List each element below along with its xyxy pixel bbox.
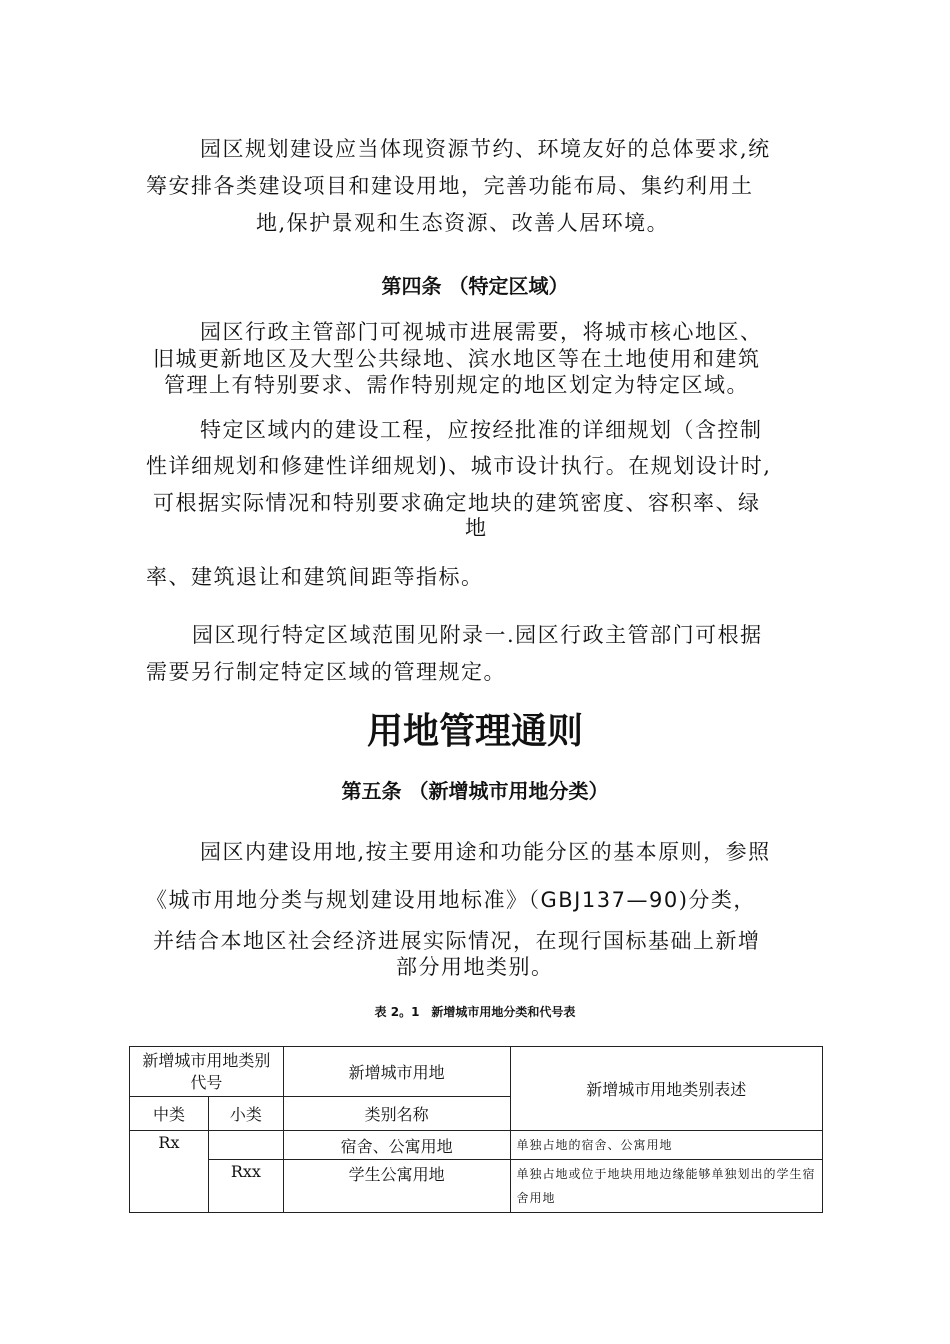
article4-p2-line-2: 性详细规划和修建性详细规划)、城市设计执行。在规划设计时, [146, 454, 772, 478]
section-title: 用地管理通则 [366, 711, 583, 752]
article5-p1-line-1: 园区内建设用地,按主要用途和功能分区的基本原则，参照 [200, 840, 771, 864]
land-use-table [129, 1046, 823, 1213]
article4-p3-line-1: 园区现行特定区域范围见附录一.园区行政主管部门可根据 [192, 623, 763, 647]
row1-mid: Rx [130, 1131, 209, 1213]
standard-suffix: )分类， [678, 888, 756, 912]
standard-code: GBJ137—90 [540, 888, 679, 912]
row1-name: 宿舍、公寓用地 [283, 1131, 510, 1160]
header-small: 小类 [208, 1097, 283, 1131]
article4-p2-line-3: 可根据实际情况和特别要求确定地块的建筑密度、容积率、绿 [153, 491, 761, 515]
row2-name: 学生公寓用地 [283, 1160, 510, 1213]
article4-p2-line-4: 地 [465, 516, 488, 540]
para1-line-1: 园区规划建设应当体现资源节约、环境友好的总体要求,统 [200, 137, 771, 161]
article4-p2-line-5: 率、建筑退让和建筑间距等指标。 [146, 565, 484, 589]
article4-p3-line-2: 需要另行制定特定区域的管理规定。 [146, 660, 506, 684]
article5-p1-line-4: 部分用地类别。 [396, 955, 554, 979]
standard-title: 《城市用地分类与规划建设用地标准》（ [146, 888, 541, 912]
header-code: 新增城市用地类别代号 [130, 1047, 284, 1097]
header-name2: 类别名称 [283, 1097, 510, 1131]
article4-p1-line-2: 旧城更新地区及大型公共绿地、滨水地区等在土地使用和建筑 [153, 347, 761, 371]
header-mid: 中类 [130, 1097, 209, 1131]
article5-title: 第五条 （新增城市用地分类） [341, 779, 609, 803]
article5-p1-line-2 [146, 886, 756, 914]
table-caption: 表 2。1 新增城市用地分类和代号表 [374, 1005, 576, 1019]
para1-line-3: 地,保护景观和生态资源、改善人居环境。 [256, 211, 670, 235]
article4-p1-line-1: 园区行政主管部门可视城市进展需要，将城市核心地区、 [200, 320, 763, 344]
row1-small [208, 1131, 283, 1160]
article5-p1-line-3: 并结合本地区社会经济进展实际情况，在现行国标基础上新增 [153, 929, 761, 953]
header-name: 新增城市用地 [283, 1047, 510, 1097]
article4-title: 第四条 （特定区域） [381, 274, 569, 298]
article4-p1-line-3: 管理上有特别要求、需作特别规定的地区划定为特定区域。 [164, 373, 749, 397]
row2-desc: 单独占地或位于地块用地边缘能够单独划出的学生宿舍用地 [510, 1160, 823, 1213]
row1-desc: 单独占地的宿舍、公寓用地 [510, 1131, 823, 1160]
row2-small: Rxx [208, 1160, 283, 1213]
article4-p2-line-1: 特定区域内的建设工程，应按经批准的详细规划（含控制 [200, 418, 763, 442]
para1-line-2: 筹安排各类建设项目和建设用地，完善功能布局、集约利用土 [146, 174, 754, 198]
header-desc: 新增城市用地类别表述 [510, 1047, 823, 1131]
